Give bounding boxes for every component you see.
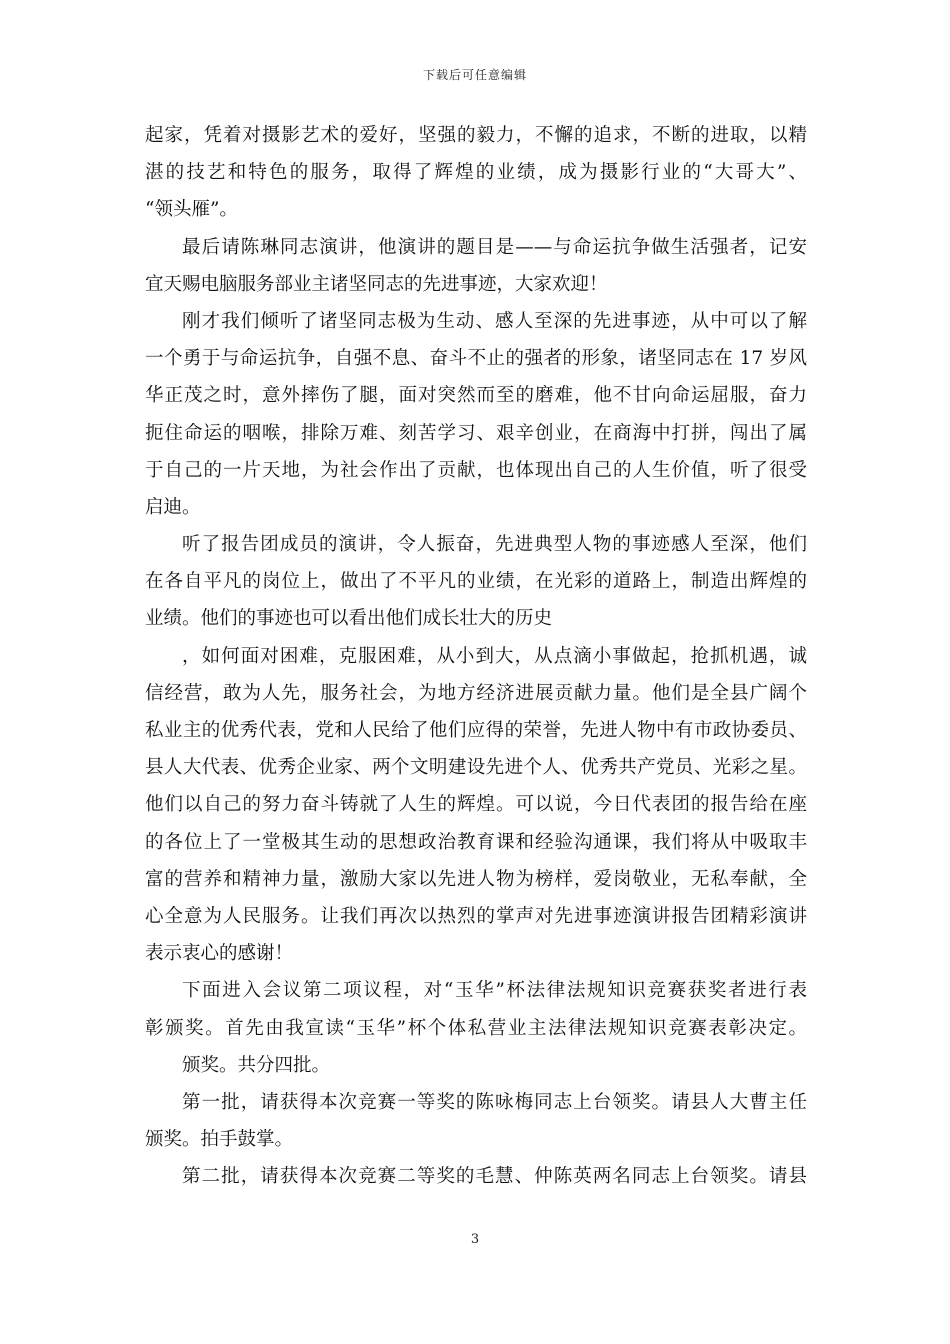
- text-line: 湛的技艺和特色的服务，取得了辉煌的业绩，成为摄影行业的“大哥大”、: [145, 162, 807, 184]
- text-line: 刚才我们倾听了诸坚同志极为生动、感人至深的先进事迹，从中可以了解: [182, 310, 807, 332]
- text-line: 颁奖。拍手鼓掌。: [145, 1129, 294, 1151]
- page-header-note: 下载后可任意编辑: [422, 68, 527, 82]
- text-line: 扼住命运的咽喉，排除万难、刻苦学习、艰辛创业，在商海中打拼，闯出了属: [145, 422, 807, 444]
- text-line: 第二批，请获得本次竞赛二等奖的毛慧、仲陈英两名同志上台领奖。请县: [182, 1166, 807, 1188]
- text-line: 一个勇于与命运抗争，自强不息、奋斗不止的强者的形象，诸坚同志在 17 岁风: [145, 348, 807, 370]
- text-line: “领头雁”。: [145, 199, 238, 221]
- text-line: 起家，凭着对摄影艺术的爱好，坚强的毅力，不懈的追求，不断的进取，以精: [145, 125, 807, 146]
- text-line: 他们以自己的努力奋斗铸就了人生的辉煌。可以说，今日代表团的报告给在座: [145, 794, 807, 816]
- text-line: 业绩。他们的事迹也可以看出他们成长壮大的历史: [145, 608, 553, 630]
- document-body: [145, 117, 807, 1195]
- text-line: 在各自平凡的岗位上，做出了不平凡的业绩，在光彩的道路上，制造出辉煌的: [145, 571, 807, 593]
- text-line: 富的营养和精神力量，激励大家以先进人物为榜样，爱岗敬业，无私奉献，全: [145, 868, 807, 890]
- text-line: 宜天赐电脑服务部业主诸坚同志的先进事迹，大家欢迎！: [145, 273, 608, 295]
- text-line: 颁奖。共分四批。: [182, 1054, 331, 1076]
- text-line: 县人大代表、优秀企业家、两个文明建设先进个人、优秀共产党员、光彩之星。: [145, 757, 807, 779]
- text-line: ，如何面对困难，克服困难，从小到大，从点滴小事做起，抢抓机遇，诚: [182, 645, 807, 667]
- text-line: 表示衷心的感谢！: [145, 943, 294, 965]
- text-line: 私业主的优秀代表，党和人民给了他们应得的荣誉，先进人物中有市政协委员、: [145, 720, 807, 741]
- text-line: 华正茂之时，意外摔伤了腿，面对突然而至的磨难，他不甘向命运屈服，奋力: [145, 385, 807, 407]
- text-line: 第一批，请获得本次竞赛一等奖的陈咏梅同志上台领奖。请县人大曹主任: [182, 1091, 807, 1113]
- text-line: 下面进入会议第二项议程，对“玉华”杯法律法规知识竞赛获奖者进行表: [182, 980, 807, 1002]
- page-number: 3: [470, 1232, 480, 1247]
- text-line: 启迪。: [145, 496, 201, 518]
- text-line: 心全意为人民服务。让我们再次以热烈的掌声对先进事迹演讲报告团精彩演讲: [145, 905, 807, 927]
- text-line: 最后请陈琳同志演讲，他演讲的题目是——与命运抗争做生活强者，记安: [182, 236, 807, 258]
- text-line: 信经营，敢为人先，服务社会，为地方经济进展贡献力量。他们是全县广阔个: [145, 682, 807, 704]
- text-line: 于自己的一片天地，为社会作出了贡献，也体现出自己的人生价值，听了很受: [145, 459, 807, 481]
- text-line: 彰颁奖。首先由我宣读“玉华”杯个体私营业主法律法规知识竞赛表彰决定。: [145, 1017, 807, 1039]
- text-line: 听了报告团成员的演讲，令人振奋，先进典型人物的事迹感人至深，他们: [182, 534, 807, 556]
- text-line: 的各位上了一堂极其生动的思想政治教育课和经验沟通课，我们将从中吸取丰: [145, 831, 807, 853]
